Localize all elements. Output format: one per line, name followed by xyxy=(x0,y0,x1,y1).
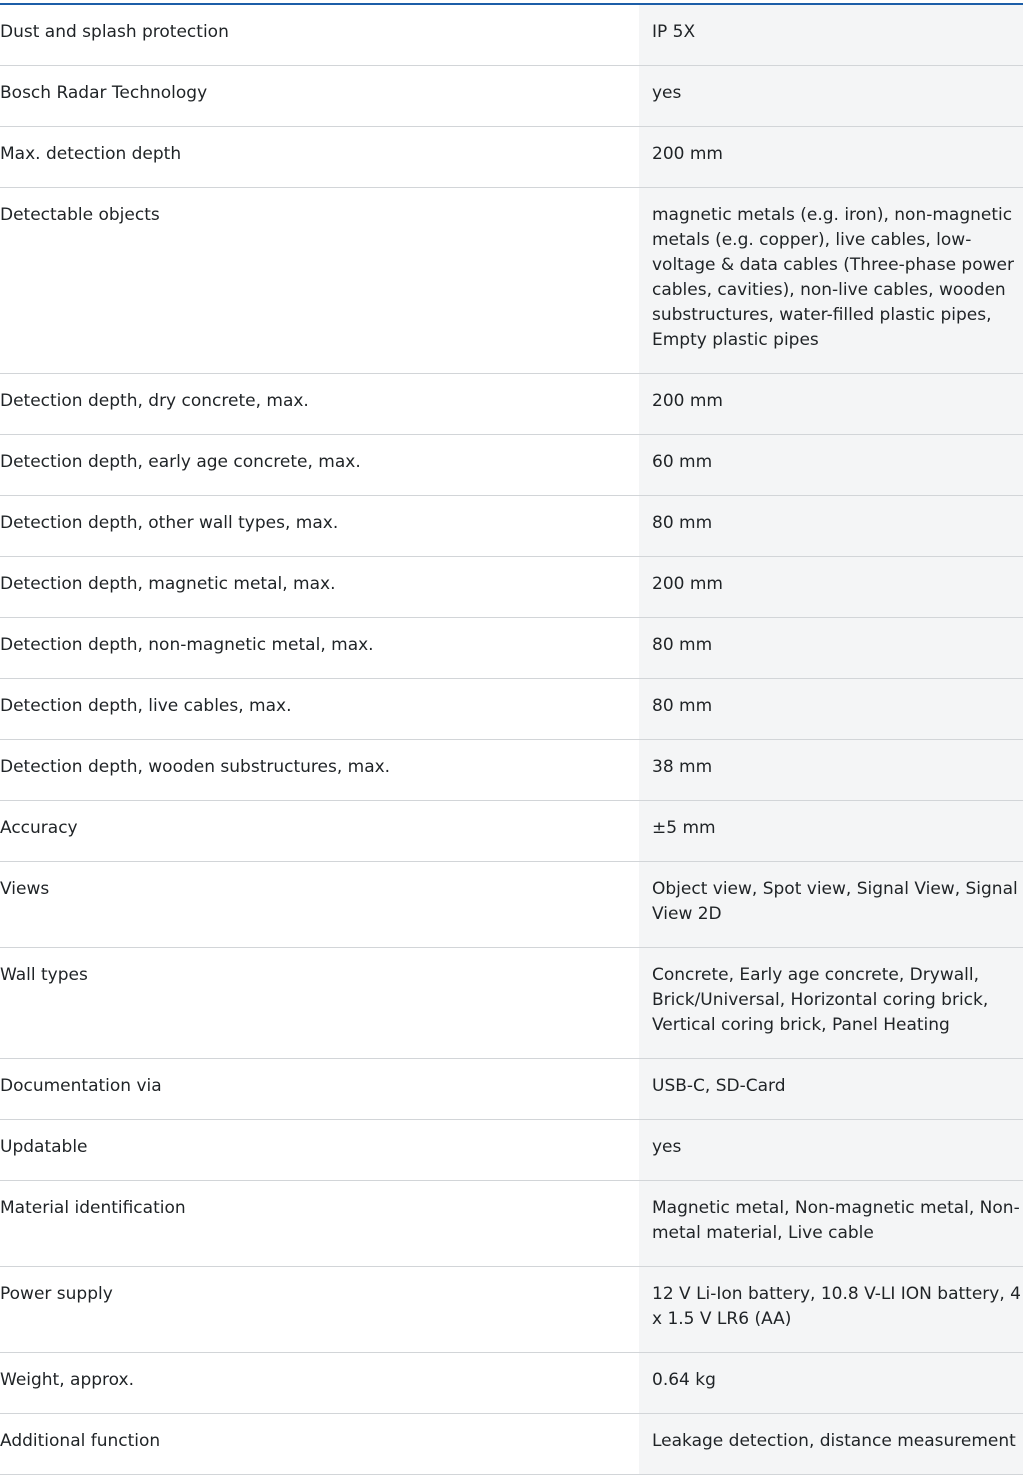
spec-value: 60 mm xyxy=(639,435,1023,496)
spec-value: 80 mm xyxy=(639,618,1023,679)
spec-label: Detection depth, other wall types, max. xyxy=(0,496,639,557)
spec-value: Magnetic metal, Non-magnetic metal, Non-metal material, Live cable xyxy=(639,1181,1023,1267)
spec-row-detectable-objects xyxy=(0,188,1023,374)
spec-value: 12 V Li-Ion battery, 10.8 V-LI ION battery, 4 x 1.5 V LR6 (AA) xyxy=(639,1267,1023,1353)
spec-row-depth-nonmagnetic-metal xyxy=(0,618,1023,679)
spec-label: Documentation via xyxy=(0,1059,639,1120)
spec-label: Detection depth, early age concrete, max. xyxy=(0,435,639,496)
spec-value: 80 mm xyxy=(639,496,1023,557)
spec-value: yes xyxy=(639,1120,1023,1181)
spec-label: Power supply xyxy=(0,1267,639,1353)
spec-row-weight xyxy=(0,1353,1023,1414)
spec-row-depth-live-cables xyxy=(0,679,1023,740)
spec-value: 80 mm xyxy=(639,679,1023,740)
spec-label: Detectable objects xyxy=(0,188,639,374)
spec-row-depth-magnetic-metal xyxy=(0,557,1023,618)
spec-row-depth-other-walls xyxy=(0,496,1023,557)
spec-row-documentation xyxy=(0,1059,1023,1120)
spec-label: Updatable xyxy=(0,1120,639,1181)
spec-row-depth-dry-concrete xyxy=(0,374,1023,435)
spec-row-depth-wooden xyxy=(0,740,1023,801)
spec-label: Accuracy xyxy=(0,801,639,862)
spec-label: Weight, approx. xyxy=(0,1353,639,1414)
spec-value: Leakage detection, distance measurement xyxy=(639,1414,1023,1475)
spec-value: 0.64 kg xyxy=(639,1353,1023,1414)
spec-value: 200 mm xyxy=(639,557,1023,618)
spec-label: Dust and splash protection xyxy=(0,4,639,66)
spec-label: Views xyxy=(0,862,639,948)
spec-label: Material identification xyxy=(0,1181,639,1267)
spec-value: USB-C, SD-Card xyxy=(639,1059,1023,1120)
spec-label: Max. detection depth xyxy=(0,127,639,188)
spec-value: 200 mm xyxy=(639,127,1023,188)
spec-row-additional-function xyxy=(0,1414,1023,1475)
spec-label: Detection depth, magnetic metal, max. xyxy=(0,557,639,618)
spec-row-material-identification xyxy=(0,1181,1023,1267)
spec-row-dust-protection xyxy=(0,4,1023,66)
spec-label: Detection depth, wooden substructures, max. xyxy=(0,740,639,801)
spec-row-accuracy xyxy=(0,801,1023,862)
spec-label: Bosch Radar Technology xyxy=(0,66,639,127)
spec-label: Detection depth, non-magnetic metal, max. xyxy=(0,618,639,679)
spec-row-updatable xyxy=(0,1120,1023,1181)
spec-label: Wall types xyxy=(0,948,639,1059)
spec-value: magnetic metals (e.g. iron), non-magnetic metals (e.g. copper), live cables, low-voltage & data cables (Three-phase power cables, cavities), non-live cables, wooden substructures, water-filled plastic pipes, Empty plastic pipes xyxy=(639,188,1023,374)
spec-row-radar-technology xyxy=(0,66,1023,127)
spec-value: Concrete, Early age concrete, Drywall, Brick/Universal, Horizontal coring brick, Vertical coring brick, Panel Heating xyxy=(639,948,1023,1059)
spec-label: Detection depth, live cables, max. xyxy=(0,679,639,740)
spec-value: IP 5X xyxy=(639,4,1023,66)
spec-value: Object view, Spot view, Signal View, Signal View 2D xyxy=(639,862,1023,948)
spec-value: yes xyxy=(639,66,1023,127)
spec-row-views xyxy=(0,862,1023,948)
spec-row-wall-types xyxy=(0,948,1023,1059)
spec-row-max-detection-depth xyxy=(0,127,1023,188)
spec-value: ±5 mm xyxy=(639,801,1023,862)
spec-label: Additional function xyxy=(0,1414,639,1475)
spec-row-depth-early-concrete xyxy=(0,435,1023,496)
spec-label: Detection depth, dry concrete, max. xyxy=(0,374,639,435)
spec-value: 38 mm xyxy=(639,740,1023,801)
spec-table xyxy=(0,3,1023,1475)
spec-value: 200 mm xyxy=(639,374,1023,435)
spec-row-power-supply xyxy=(0,1267,1023,1353)
